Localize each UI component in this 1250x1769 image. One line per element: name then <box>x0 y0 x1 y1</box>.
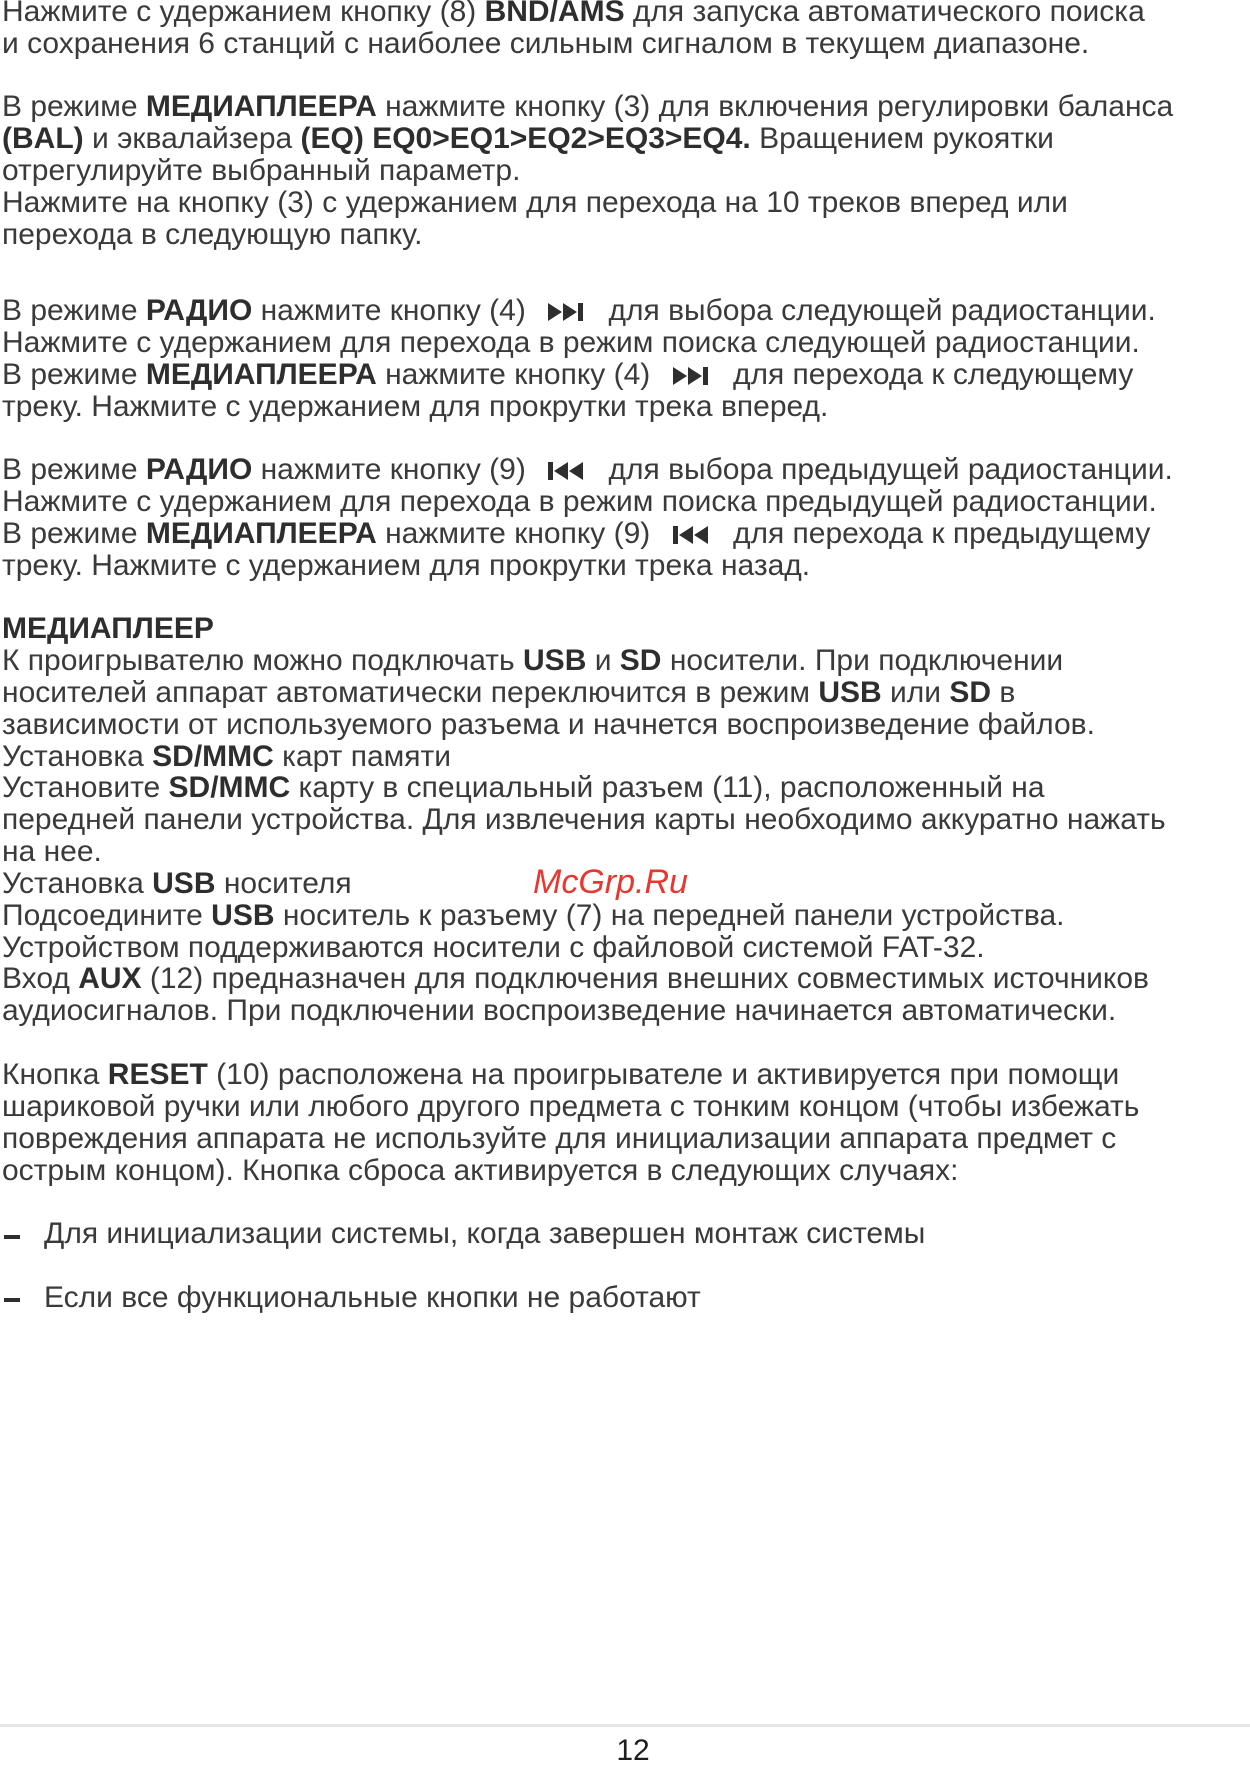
text-line <box>2 26 1089 62</box>
bold-term: МЕДИАПЛЕЕРА <box>145 358 377 391</box>
text-line <box>2 961 1149 997</box>
text-line <box>2 675 1015 711</box>
text-span: (10) расположена на проигрывателе и активируется при помощи <box>207 1058 1120 1091</box>
bold-term: (EQ) EQ0>EQ1>EQ2>EQ3>EQ4. <box>300 122 751 155</box>
text-span: нажмите кнопку (4) <box>252 294 535 327</box>
text-line <box>2 357 1133 393</box>
text-span: карту в специальный разъем (11), расположенный на <box>290 771 1045 804</box>
bold-term: РАДИО <box>145 294 253 327</box>
watermark: McGrp.Ru <box>533 863 688 901</box>
text-span: Нажмите на кнопку (3) с удержанием для перехода на 10 треков вперед или <box>2 186 1068 219</box>
text-span: Установка <box>2 867 153 900</box>
bold-term: USB <box>818 676 882 709</box>
text-line <box>2 993 1116 1029</box>
text-span: или <box>881 676 950 709</box>
bold-term: USB <box>152 867 216 900</box>
text-span: для запуска автоматического поиска <box>624 0 1145 28</box>
text-line <box>2 89 1173 125</box>
text-span: Вход <box>2 962 79 995</box>
text-span: для перехода к предыдущему <box>724 517 1151 550</box>
previous-track-icon <box>673 524 711 546</box>
text-line <box>2 548 810 584</box>
text-span: носитель к разъему (7) на передней панели устройства. <box>274 899 1065 932</box>
text-span: Подсоедините <box>2 899 212 932</box>
bold-term: МЕДИАПЛЕЕР <box>2 612 214 645</box>
text-span: для перехода к следующему <box>724 358 1134 391</box>
text-span: острым концом). Кнопка сброса активируется в следующих случаях: <box>2 1154 959 1187</box>
text-span: В режиме <box>2 90 146 123</box>
bold-term: РАДИО <box>145 453 253 486</box>
text-line <box>2 1121 1116 1157</box>
text-span: повреждения аппарата не используйте для инициализации аппарата предмет с <box>2 1122 1117 1155</box>
bullet-dash <box>4 1298 20 1302</box>
text-line <box>2 1089 1139 1125</box>
text-line <box>2 153 520 189</box>
text-span: носители. При подключении <box>661 644 1064 677</box>
text-line <box>2 802 1166 838</box>
text-span: и эквалайзера <box>83 122 301 155</box>
text-line <box>2 866 352 902</box>
text-span: Установите <box>2 771 169 804</box>
bold-term: SD <box>619 644 662 677</box>
text-span: В режиме <box>2 453 146 486</box>
bold-term: МЕДИАПЛЕЕРА <box>145 517 377 550</box>
text-line <box>2 325 1140 361</box>
text-span: нажмите кнопку (9) <box>376 517 659 550</box>
text-line <box>2 834 102 870</box>
bold-term: (BAL) <box>2 122 84 155</box>
text-span: Кнопка <box>2 1058 108 1091</box>
text-span: отрегулируйте выбранный параметр. <box>2 154 521 187</box>
text-line <box>2 452 1173 488</box>
bold-term: МЕДИАПЛЕЕРА <box>145 90 377 123</box>
text-span: (12) предназначен для подключения внешних совместимых источников <box>141 962 1149 995</box>
text-span: и сохранения 6 станций с наиболее сильным сигналом в текущем диапазоне. <box>2 27 1090 60</box>
text-span: Нажмите с удержанием для перехода в режим поиска следующей радиостанции. <box>2 326 1140 359</box>
text-span: перехода в следующую папку. <box>2 218 423 251</box>
text-span: нажмите кнопку (9) <box>252 453 535 486</box>
section-heading <box>2 611 214 647</box>
text-span: аудиосигналов. При подключении воспроизведение начинается автоматически. <box>2 994 1117 1027</box>
text-line <box>2 389 828 425</box>
text-line <box>2 643 1063 679</box>
text-span: Вращением рукоятки <box>750 122 1054 155</box>
bold-term: SD/MMC <box>168 771 291 804</box>
text-span: В режиме <box>2 517 146 550</box>
text-span: В режиме <box>2 294 146 327</box>
bold-term: SD <box>949 676 992 709</box>
bullet-item: Для инициализации системы, когда завершен монтаж системы <box>44 1217 926 1250</box>
text-span: В режиме <box>2 358 146 391</box>
text-span: в <box>991 676 1016 709</box>
text-line <box>2 707 1095 743</box>
next-track-icon <box>548 301 586 323</box>
text-span: носителей аппарат автоматически переключится в режим <box>2 676 819 709</box>
text-line <box>2 121 1054 157</box>
text-span: нажмите кнопку (3) для включения регулировки баланса <box>376 90 1174 123</box>
text-line <box>2 185 1068 221</box>
text-span: на нее. <box>2 835 102 868</box>
text-span: для выбора предыдущей радиостанции. <box>600 453 1173 486</box>
bold-term: RESET <box>107 1058 208 1091</box>
bold-term: AUX <box>78 962 142 995</box>
text-span: Нажмите с удержанием для перехода в режим поиска предыдущей радиостанции. <box>2 485 1157 518</box>
text-span: шариковой ручки или любого другого предмета с тонким концом (чтобы избежать <box>2 1090 1140 1123</box>
text-span: носителя <box>215 867 352 900</box>
bullet-dash <box>4 1235 20 1239</box>
text-line <box>2 293 1156 329</box>
bullet-item: Если все функциональные кнопки не работают <box>44 1281 701 1314</box>
text-span: Нажмите с удержанием кнопку (8) <box>2 0 485 28</box>
text-span: зависимости от используемого разъема и начнется воспроизведение файлов. <box>2 708 1095 741</box>
bold-term: SD/MMC <box>152 740 274 773</box>
text-line <box>2 770 1045 806</box>
text-line <box>2 484 1157 520</box>
text-span: Установка <box>2 740 153 773</box>
next-track-icon <box>673 365 711 387</box>
text-span: для выбора следующей радиостанции. <box>600 294 1156 327</box>
text-span: и <box>586 644 620 677</box>
text-span: передней панели устройства. Для извлечения карты необходимо аккуратно нажать <box>2 803 1166 836</box>
text-line <box>2 1057 1119 1093</box>
text-line <box>2 217 422 253</box>
bold-term: BND/AMS <box>484 0 625 28</box>
bold-term: USB <box>211 899 275 932</box>
text-line <box>2 1153 959 1189</box>
text-span: нажмите кнопку (4) <box>376 358 659 391</box>
text-line <box>2 516 1150 552</box>
page-number: 12 <box>616 1734 650 1767</box>
text-line <box>2 898 1064 934</box>
text-span: Устройством поддерживаются носители с файловой системой FAT-32. <box>2 931 985 964</box>
text-span: карт памяти <box>273 740 451 773</box>
previous-track-icon <box>548 460 586 482</box>
text-span: треку. Нажмите с удержанием для прокрутки трека назад. <box>2 549 811 582</box>
text-span: треку. Нажмите с удержанием для прокрутки трека вперед. <box>2 390 829 423</box>
footer-rule <box>0 1724 1250 1727</box>
bold-term: USB <box>523 644 587 677</box>
text-span: К проигрывателю можно подключать <box>2 644 524 677</box>
